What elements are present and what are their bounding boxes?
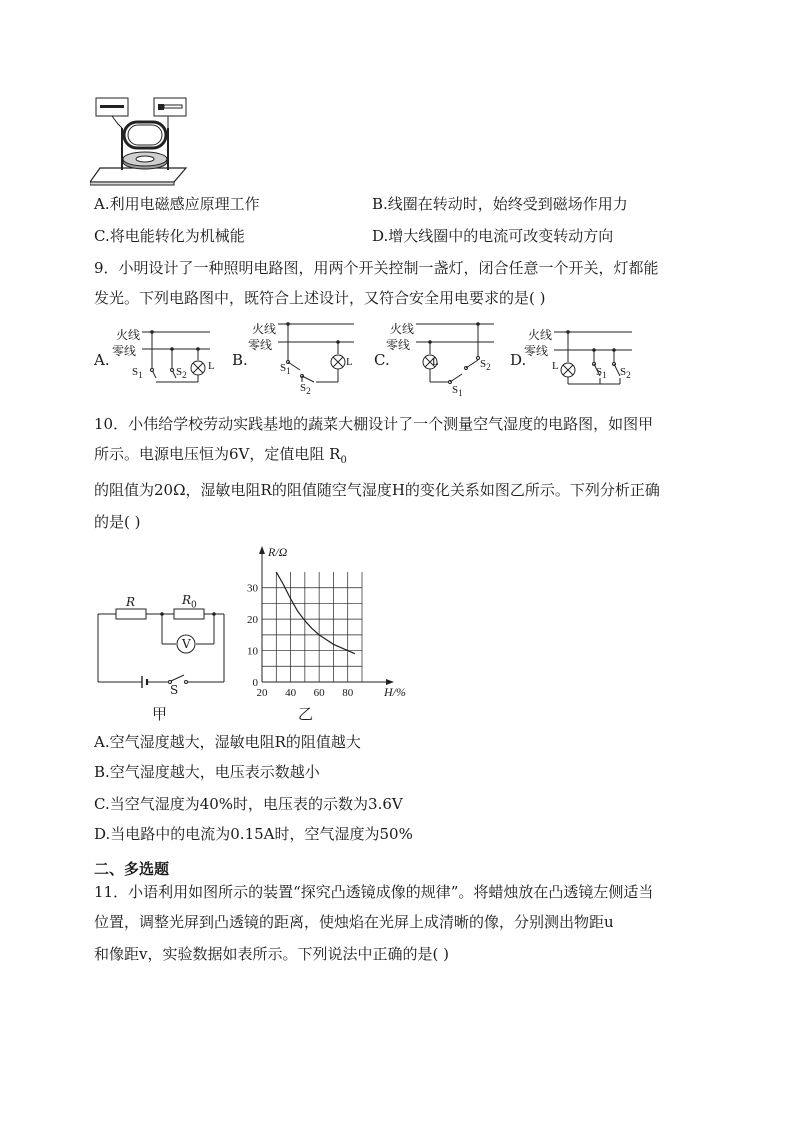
neutral-wire-label: 零线 [386, 338, 411, 352]
q10-stem-line1: 10．小伟给学校劳动实践基地的蔬菜大棚设计了一个测量空气湿度的电路图，如图甲 [94, 415, 654, 433]
q8-option-c[interactable]: C.将电能转化为机械能 [94, 227, 245, 245]
switch-s1-label: S [452, 384, 459, 396]
fig-yi-caption: 乙 [298, 705, 314, 723]
switch-s1-label: S [280, 362, 287, 374]
lamp-label: L [346, 356, 353, 368]
fire-wire-label: 火线 [528, 328, 553, 342]
figure-yi-chart [240, 536, 420, 706]
fire-wire-label: 火线 [390, 322, 415, 336]
lamp-label: L [432, 356, 439, 368]
switch-s1-sub: 1 [138, 370, 143, 381]
y-tick-label: 30 [247, 582, 258, 595]
q11-stem-line2: 位置，调整光屏到凸透镜的距离，使烛焰在光屏上成清晰的像，分别测出物距u [94, 913, 614, 931]
fig-jia-switch-label: S [170, 683, 179, 697]
y-tick-label: 10 [247, 645, 258, 658]
y-tick-label: 0 [252, 677, 258, 689]
q8-option-b[interactable]: B.线圈在转动时，始终受到磁场作用力 [372, 195, 628, 213]
q10-stem-line3: 的阻值为20Ω，湿敏电阻R的阻值随空气湿度H的变化关系如图乙所示。下列分析正确 [94, 481, 660, 499]
neutral-wire-label: 零线 [248, 338, 273, 352]
q10-option-b[interactable]: B.空气湿度越大，电压表示数越小 [94, 763, 320, 781]
circuit-a-diagram [142, 320, 214, 400]
switch-s2-label: S [300, 382, 307, 394]
section-title-multiple-choice: 二、多选题 [94, 860, 170, 878]
fig-jia-caption: 甲 [152, 705, 168, 723]
q10-option-c[interactable]: C.当空气湿度为40%时，电压表的示数为3.6V [94, 795, 403, 813]
switch-s2-label: S [480, 358, 487, 370]
q9-stem-line1: 9．小明设计了一种照明电路图，用两个开关控制一盏灯，闭合任意一个开关，灯都能 [94, 259, 659, 277]
q11-stem-line3: 和像距v，实验数据如表所示。下列说法中正确的是( ) [94, 945, 449, 963]
q9-stem-line2: 发光。下列电路图中，既符合上述设计，又符合安全用电要求的是( ) [94, 289, 546, 307]
q10-option-a[interactable]: A.空气湿度越大，湿敏电阻R的阻值越大 [94, 733, 361, 751]
neutral-wire-label: 零线 [524, 344, 549, 358]
q10-option-d[interactable]: D.当电路中的电流为0.15A时，空气湿度为50% [94, 825, 413, 843]
motor-figure [90, 96, 200, 188]
q8-option-d[interactable]: D.增大线圈中的电流可改变转动方向 [372, 227, 614, 245]
switch-s2-label: S [176, 366, 183, 378]
fig-jia-voltmeter-label: V [182, 637, 191, 651]
lamp-label: L [552, 360, 559, 372]
q10-stem-line4: 的是( ) [94, 513, 141, 531]
fig-jia-r0-sub: 0 [191, 600, 197, 611]
switch-s1-sub: 1 [458, 388, 463, 399]
q9-label-c[interactable]: C. [374, 351, 390, 369]
fig-jia-r-label: R [126, 595, 136, 609]
q11-stem-line1: 11．小语利用如图所示的装置“探究凸透镜成像的规律”。将蜡烛放在凸透镜左侧适当 [94, 883, 654, 901]
switch-s1-sub: 1 [286, 366, 291, 377]
switch-s2-sub: 2 [626, 370, 631, 381]
q9-label-b[interactable]: B. [232, 351, 248, 369]
lamp-label: L [208, 360, 215, 372]
switch-s1-label: S [132, 366, 139, 378]
fire-wire-label: 火线 [116, 328, 141, 342]
q9-label-d[interactable]: D. [510, 351, 527, 369]
x-tick-label: 40 [285, 687, 297, 699]
y-axis-label: R/Ω [268, 545, 288, 559]
switch-s2-sub: 2 [306, 386, 311, 397]
fig-jia-r0-label [182, 593, 197, 610]
x-tick-label: 80 [342, 687, 354, 699]
q9-circuits [94, 320, 694, 400]
y-tick-label: 20 [247, 614, 258, 627]
switch-s2-sub: 2 [486, 362, 491, 373]
q8-option-a[interactable]: A.利用电磁感应原理工作 [94, 195, 260, 213]
switch-s2-sub: 2 [182, 370, 187, 381]
x-tick-label: 60 [313, 687, 325, 699]
series-curve [276, 572, 355, 654]
circuit-d-diagram [554, 320, 636, 400]
q10-stem-line2 [94, 444, 347, 471]
fig-jia-r0-text: R [182, 593, 192, 607]
switch-s1-sub: 1 [602, 370, 607, 381]
q10-stem-line2-text: 所示。电源电压恒为6V，定值电阻 R [94, 445, 341, 463]
y-axis-arrow [259, 546, 265, 554]
neutral-wire-label: 零线 [112, 344, 137, 358]
x-tick-label: 20 [256, 687, 268, 699]
fire-wire-label: 火线 [252, 322, 277, 336]
switch-s1-label: S [596, 366, 603, 378]
switch-s2-label: S [620, 366, 627, 378]
q10-r0-subscript: 0 [340, 455, 347, 466]
figure-jia-circuit [94, 590, 234, 700]
q9-label-a[interactable]: A. [94, 351, 110, 369]
x-axis-label: H/% [384, 685, 406, 699]
